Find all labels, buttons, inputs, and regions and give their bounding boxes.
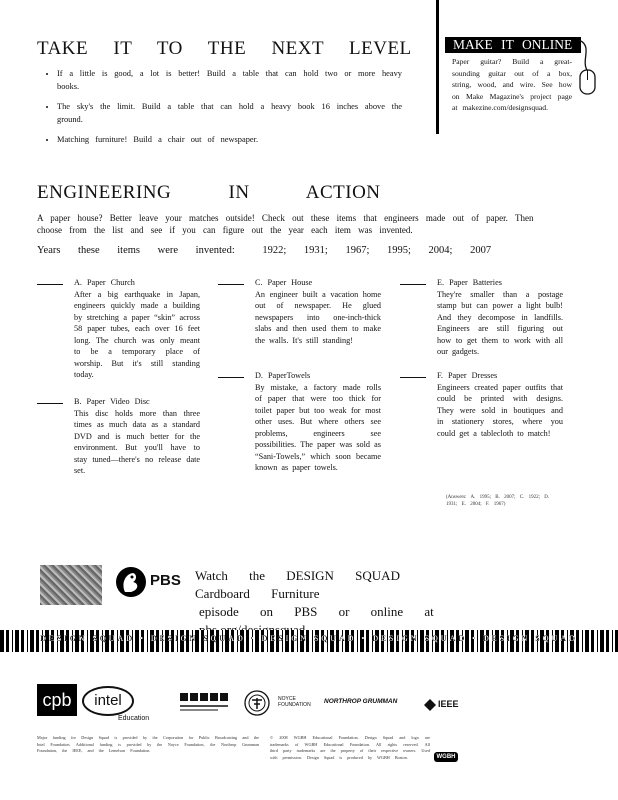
- northrop-grumman-logo: NORTHROP GRUMMAN: [324, 698, 398, 705]
- answer-blank-a[interactable]: [37, 284, 63, 285]
- intel-logo: intel: [82, 686, 134, 716]
- item-body: They're smaller than a postage stamp but can power a light bulb! And they decompose in landfills. Engineers are still figuring out how to get them to work with all our gadgets.: [437, 289, 563, 356]
- year-value: 2004;: [428, 245, 453, 256]
- item-title: D. PaperTowels: [255, 371, 311, 380]
- pbs-logo: PBS: [150, 572, 181, 589]
- item-title: C. Paper House: [255, 278, 313, 287]
- wgbh-logo: WGBH: [434, 752, 458, 762]
- intel-education: Education: [118, 715, 150, 722]
- year-value: 1922;: [262, 245, 287, 256]
- noyce-logo: NOYCE FOUNDATION: [278, 696, 311, 708]
- answer-blank-e[interactable]: [400, 284, 426, 285]
- year-value: 2007: [470, 245, 492, 256]
- watch-message: [195, 567, 475, 639]
- item-body: An engineer built a vacation home out of newspaper. He glued newspapers into one-inch-thick slabs and then used them to make the walls. It's still standing!: [255, 289, 381, 345]
- answer-key: (Answers: A. 1995; B. 2007; C. 1922; D. 1931; E. 2004; F. 1967): [446, 495, 550, 507]
- years-row: [37, 245, 491, 256]
- cpb-logo: cpb: [37, 684, 77, 716]
- item-body: After a big earthquake in Japan, engineers quickly made a building by stretching a paper “skin” across 58 paper tubes, each over 16 feet long. The church was only meant to be a temporary place of worship. But it's still standing today.: [74, 289, 200, 379]
- computer-mouse-icon: [575, 40, 601, 100]
- engineering-heading: ENGINEERING IN ACTION: [37, 182, 381, 203]
- make-it-online-body: Paper guitar? Build a great-sounding guitar out of a box, string, wood, and wire. See how on Make Magazine's project page at makezine.com/designsquad.: [452, 57, 572, 113]
- take-it-heading: TAKE IT TO THE NEXT LEVEL: [37, 38, 412, 59]
- answer-blank-b[interactable]: [37, 403, 63, 404]
- item-paper-house: [255, 277, 381, 346]
- item-body: This disc holds more than three times as much data as a standard DVD and is much better for the environment. But you'll have to stay tuned—there's no release date set.: [74, 408, 200, 475]
- answer-blank-f[interactable]: [400, 377, 426, 378]
- item-body: Engineers created paper outfits that could be printed with designs. They were sold in boutiques and in stationery stores, where you could get a tablecloth to match!: [437, 382, 563, 438]
- item-paper-dresses: [437, 370, 563, 439]
- item-body: By mistake, a factory made rolls of paper that were too thick for toilet paper but too weak for most other uses. But where others see problems, engineers see possibilities. The paper was sold as “Sani-Towels,” which soon became known as paper towels.: [255, 382, 381, 472]
- item-title: B. Paper Video Disc: [74, 397, 150, 406]
- sidebar-rule: [436, 0, 439, 134]
- item-title: F. Paper Dresses: [437, 371, 498, 380]
- footer-copyright: © 2008 WGBH Educational Foundation. Design Squad and logo are trademarks of WGBH Educational Foundation. All rights reserved. All third party trademarks are the property of their respective owners. Used with permission. Design Squad is produced by WGBH Boston.: [270, 735, 430, 760]
- answer-blank-d[interactable]: [218, 377, 244, 378]
- year-value: 1967;: [345, 245, 370, 256]
- bullet-item: • If a little is good, a lot is better! Build a table that can hold two or more heavy books.: [57, 67, 402, 93]
- item-title: A. Paper Church: [74, 278, 135, 287]
- take-it-bullets: [37, 67, 402, 153]
- watch-line-1: Watch the DESIGN SQUAD Cardboard Furniture: [195, 568, 400, 601]
- year-value: 1931;: [303, 245, 328, 256]
- item-paper-church: [74, 277, 200, 381]
- item-paper-towels: [255, 370, 381, 474]
- foundation-logo: [178, 692, 232, 714]
- item-title: E. Paper Batteries: [437, 278, 502, 287]
- watch-line-2: episode on PBS or online at: [199, 604, 434, 619]
- footer-funding: Major funding for Design Squad is provided by the Corporation for Public Broadcasting and the Intel Foundation. Additional funding is provided by the Noyce Foundation, the Northrop Grumman Foundation, the IEEE, and the Lemelson Foundation.: [37, 735, 259, 754]
- answer-blank-c[interactable]: [218, 284, 244, 285]
- ieee-diamond-icon: [424, 699, 436, 711]
- item-paper-video-disc: [74, 396, 200, 477]
- design-squad-photo: [40, 565, 102, 605]
- engineering-intro: A paper house? Better leave your matches outside! Check out these items that engineers made out of paper. Then choose from the list and see if you can figure out the year each item was invented.: [37, 213, 534, 235]
- bullet-item: • The sky's the limit. Build a table that can hold a heavy book 16 inches above the ground.: [57, 100, 402, 126]
- item-paper-batteries: [437, 277, 563, 358]
- stripe-text: DESIGN SQUAD • DESIGN SQUAD • DESIGN SQUAD • DESIGN SQUAD • DESIGN SQUAD: [40, 634, 578, 643]
- years-label: Years these items were invented:: [37, 245, 235, 256]
- ieee-logo: IEEE: [438, 699, 459, 709]
- make-it-online-title: MAKE IT ONLINE: [445, 37, 581, 53]
- seal-logo: [244, 690, 270, 716]
- year-value: 1995;: [387, 245, 411, 256]
- pbs-head-icon: [115, 566, 147, 598]
- bullet-item: • Matching furniture! Build a chair out of newspaper.: [57, 133, 402, 146]
